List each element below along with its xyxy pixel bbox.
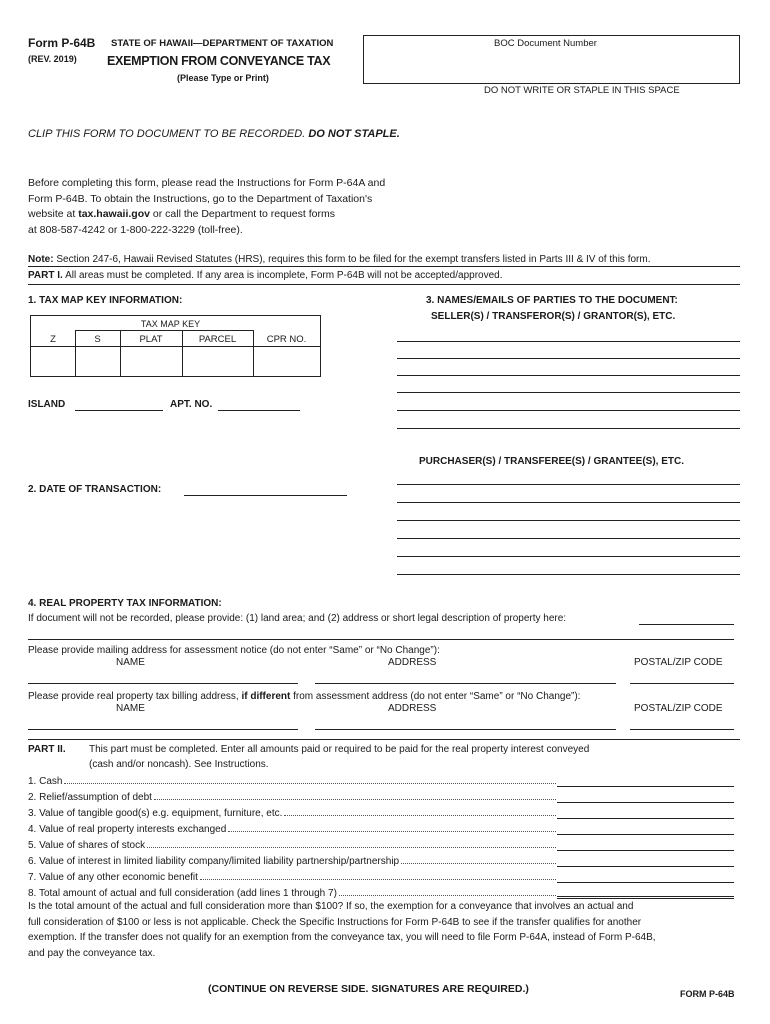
- form-revision: (REV. 2019): [28, 54, 77, 64]
- closing-line-2: full consideration of $100 or less is not applicable. Check the Specific Instructions for Form P-64B to see if the transfer qualifies for another: [28, 916, 642, 928]
- part2-intro-line-2: (cash and/or noncash). See Instructions.: [89, 759, 269, 770]
- land-area-input[interactable]: [639, 624, 734, 625]
- boc-label: BOC Document Number: [494, 38, 597, 49]
- seller-line-3[interactable]: [397, 375, 740, 376]
- intro-paragraph: [28, 176, 448, 238]
- note-text: Section 247-6, Hawaii Revised Statutes (HRS), requires this form to be filed for the exempt transfers listed in Parts III & IV of this form.: [56, 254, 651, 265]
- billing-post: from assessment address (do not enter “Same” or “No Change”):: [293, 691, 581, 702]
- part2-line-4: [28, 823, 556, 837]
- mailing-name-label: NAME: [116, 657, 145, 668]
- part1-statement: [28, 270, 503, 281]
- tmk-col-plat: PLAT: [139, 334, 163, 345]
- part2-divider: [28, 739, 740, 740]
- intro-line-3: [28, 207, 448, 223]
- part2-line-3-label: 3. Value of tangible good(s) e.g. equipment, furniture, etc.: [28, 808, 283, 819]
- part2-line-7-label: 7. Value of any other economic benefit: [28, 872, 198, 883]
- part2-line-6-amount[interactable]: [557, 866, 734, 867]
- part2-line-6-label: 6. Value of interest in limited liability company/limited liability partnership/partnership: [28, 856, 400, 867]
- tax-website-link[interactable]: tax.hawaii.gov: [78, 208, 150, 220]
- intro-line-4: at 808-587-4242 or 1-800-222-3229 (toll-free).: [28, 223, 243, 236]
- tmk-group-header: TAX MAP KEY: [140, 319, 201, 329]
- part2-line-1-amount[interactable]: [557, 786, 734, 787]
- date-of-transaction-input[interactable]: [184, 495, 347, 496]
- purchaser-line-1[interactable]: [397, 484, 740, 485]
- part2-line-5: [28, 839, 556, 853]
- mailing-name-input[interactable]: [28, 683, 298, 684]
- part2-intro-line-1: This part must be completed. Enter all amounts paid or required to be paid for the real property interest conveyed: [89, 744, 590, 755]
- tmk-cpr-input[interactable]: [254, 347, 320, 376]
- billing-name-label: NAME: [116, 703, 145, 714]
- billing-zip-label: POSTAL/ZIP CODE: [634, 703, 723, 714]
- date-of-transaction-label: 2. DATE OF TRANSACTION:: [28, 484, 162, 495]
- part2-line-4-label: 4. Value of real property interests exchanged: [28, 824, 227, 835]
- part2-line-2: [28, 791, 556, 805]
- tmk-plat-input[interactable]: [121, 347, 182, 376]
- tmk-col-z: Z: [50, 334, 56, 345]
- part2-line-1-label: 1. Cash: [28, 776, 63, 787]
- form-title: EXEMPTION FROM CONVEYANCE TAX: [107, 54, 331, 68]
- intro-line-1: Before completing this form, please read the Instructions for Form P-64A and: [28, 177, 386, 189]
- type-or-print-note: (Please Type or Print): [177, 73, 269, 83]
- continue-notice: (CONTINUE ON REVERSE SIDE. SIGNATURES ARE REQUIRED.): [208, 983, 529, 995]
- tax-map-key-heading: 1. TAX MAP KEY INFORMATION:: [28, 295, 183, 306]
- seller-heading: SELLER(S) / TRANSFEROR(S) / GRANTOR(S), ETC.: [431, 311, 676, 322]
- billing-address-instructions: [28, 691, 580, 702]
- part2-line-5-label: 5. Value of shares of stock: [28, 840, 146, 851]
- tax-map-key-table: [30, 315, 321, 377]
- mailing-zip-input[interactable]: [630, 683, 734, 684]
- tmk-z-input[interactable]: [31, 347, 75, 376]
- part1-divider: [28, 266, 740, 267]
- unrecorded-instructions: If document will not be recorded, please provide: (1) land area; and (2) address or short legal description of property here:: [28, 613, 567, 624]
- mailing-address-label: ADDRESS: [388, 657, 437, 668]
- purchaser-line-6[interactable]: [397, 574, 740, 575]
- tmk-col-s: S: [94, 334, 101, 345]
- agency-name: STATE OF HAWAII—DEPARTMENT OF TAXATION: [111, 38, 334, 49]
- boc-document-number-box[interactable]: [363, 35, 740, 84]
- clip-notice-bold: DO NOT STAPLE.: [308, 128, 400, 140]
- purchaser-line-5[interactable]: [397, 556, 740, 557]
- mailing-address-input[interactable]: [315, 683, 616, 684]
- note-label: Note:: [28, 254, 54, 265]
- part2-line-5-amount[interactable]: [557, 850, 734, 851]
- part1-bottom-divider: [28, 284, 740, 285]
- footer-form-id: FORM P-64B: [680, 989, 735, 999]
- island-label: ISLAND: [28, 399, 66, 410]
- part2-line-3: [28, 807, 556, 821]
- tmk-parcel-input[interactable]: [183, 347, 253, 376]
- form-number: Form P-64B: [28, 36, 96, 50]
- part2-line-2-label: 2. Relief/assumption of debt: [28, 792, 152, 803]
- intro-line-2: Form P-64B. To obtain the Instructions, go to the Department of Taxation's: [28, 192, 373, 205]
- tmk-s-input[interactable]: [76, 347, 120, 376]
- billing-if-different: if different: [241, 691, 291, 702]
- part2-closing: [28, 899, 740, 961]
- closing-line-3: exemption. If the transfer does not qualify for an exemption from the conveyance tax, you will need to file Form P-64A, instead of Form P-64B,: [28, 932, 656, 943]
- seller-line-2[interactable]: [397, 358, 740, 359]
- legal-description-input[interactable]: [28, 639, 734, 640]
- note: [28, 254, 650, 265]
- seller-line-1[interactable]: [397, 341, 740, 342]
- seller-line-5[interactable]: [397, 410, 740, 411]
- tmk-col-parcel: PARCEL: [198, 334, 237, 345]
- purchaser-line-3[interactable]: [397, 520, 740, 521]
- apt-no-input[interactable]: [218, 410, 300, 411]
- part2-line-8-label: 8. Total amount of actual and full consideration (add lines 1 through 7): [28, 888, 337, 899]
- part1-label: PART I.: [28, 270, 63, 281]
- part2-line-6: [28, 855, 556, 869]
- part2-line-7-amount[interactable]: [557, 882, 734, 883]
- part2-line-1: [28, 775, 556, 789]
- clip-notice-text: CLIP THIS FORM TO DOCUMENT TO BE RECORDED.: [28, 128, 306, 140]
- closing-line-1: Is the total amount of the actual and full consideration more than $100? If so, the exemption for a conveyance that involves an actual and: [28, 901, 634, 912]
- island-input[interactable]: [75, 410, 163, 411]
- billing-address-input[interactable]: [315, 729, 616, 730]
- billing-zip-input[interactable]: [630, 729, 734, 730]
- part2-line-7: [28, 871, 556, 885]
- part2-line-2-amount[interactable]: [557, 802, 734, 803]
- real-property-tax-heading: 4. REAL PROPERTY TAX INFORMATION:: [28, 598, 222, 609]
- seller-line-4[interactable]: [397, 392, 740, 393]
- part2-line-4-amount[interactable]: [557, 834, 734, 835]
- clip-notice: [28, 128, 400, 140]
- intro-line-3-post: or call the Department to request forms: [152, 208, 335, 220]
- apt-no-label: APT. NO.: [170, 399, 213, 410]
- part2-line-3-amount[interactable]: [557, 818, 734, 819]
- intro-line-3-pre: website at: [28, 208, 76, 220]
- parties-heading: 3. NAMES/EMAILS OF PARTIES TO THE DOCUMENT:: [426, 295, 678, 306]
- closing-line-4: and pay the conveyance tax.: [28, 947, 156, 959]
- part2-label: PART II.: [28, 744, 66, 755]
- part1-text: All areas must be completed. If any area is incomplete, Form P-64B will not be accepted/approved.: [65, 270, 503, 281]
- tmk-col-cpr: CPR NO.: [266, 334, 307, 345]
- purchaser-line-2[interactable]: [397, 502, 740, 503]
- billing-name-input[interactable]: [28, 729, 298, 730]
- mailing-zip-label: POSTAL/ZIP CODE: [634, 657, 723, 668]
- seller-line-6[interactable]: [397, 428, 740, 429]
- billing-address-label: ADDRESS: [388, 703, 437, 714]
- purchaser-heading: PURCHASER(S) / TRANSFEREE(S) / GRANTEE(S), ETC.: [419, 456, 685, 467]
- do-not-write-note: DO NOT WRITE OR STAPLE IN THIS SPACE: [484, 85, 680, 96]
- tmk-group-underline: [75, 330, 253, 331]
- billing-pre: Please provide real property tax billing address,: [28, 691, 239, 702]
- purchaser-line-4[interactable]: [397, 538, 740, 539]
- mailing-address-instructions: Please provide mailing address for assessment notice (do not enter “Same” or “No Change”):: [28, 645, 440, 656]
